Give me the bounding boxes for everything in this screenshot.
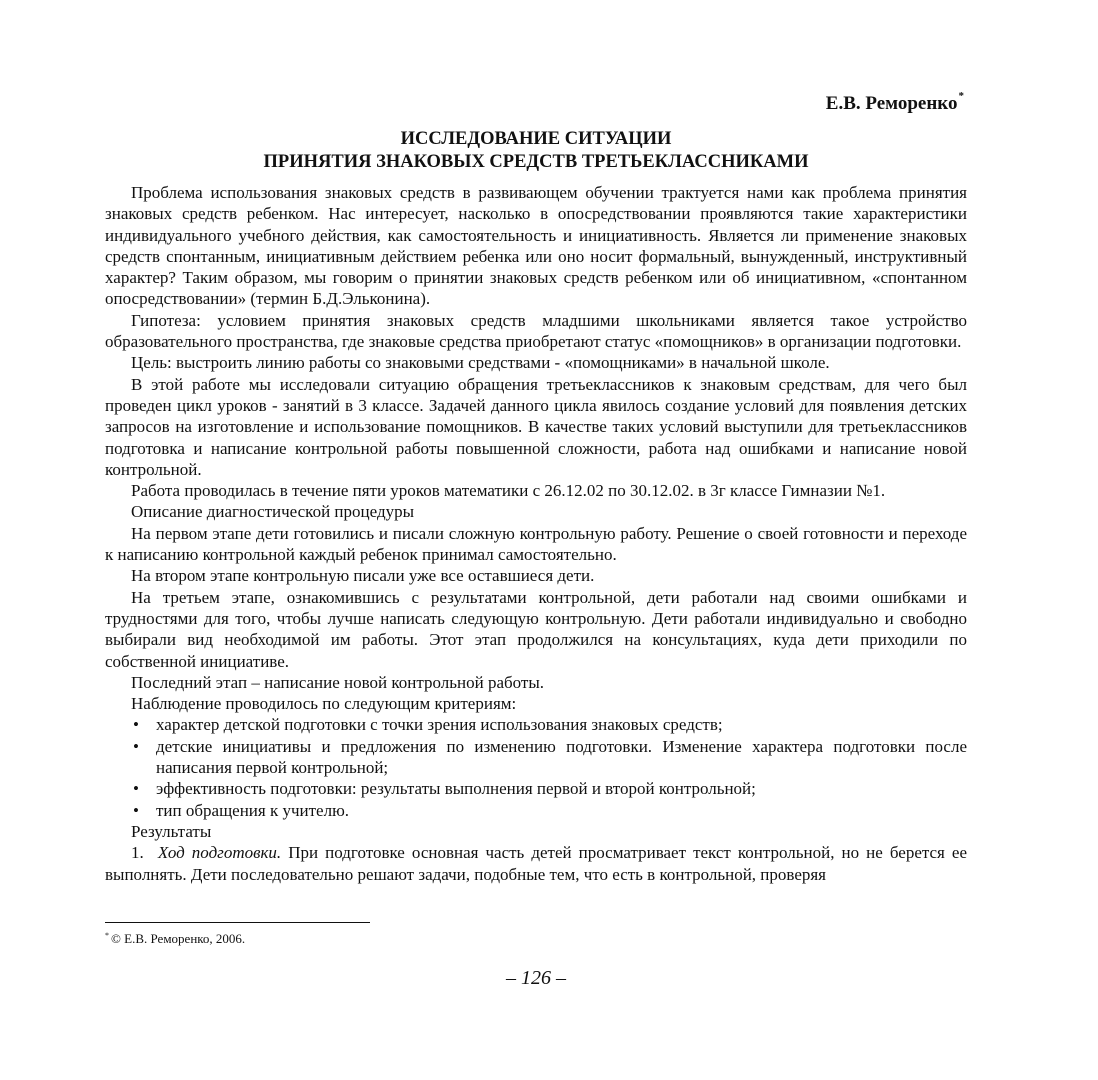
bullet-icon: •: [133, 736, 139, 756]
section-heading-results: Результаты: [131, 821, 212, 841]
paragraph-problem: Проблема использования знаковых средств в развивающем обучении трактуется нами как проблема принятия знаковых средств ребенком. Нас интересует, насколько в опосредствовании проявляются такие характеристики индивидуального учебного действия, как самостоятельность и инициативность. Является ли применение знаковых средств спонтанным, инициативным действием ребенка или оно носит формальный, вынужденный, инструктивный характер? Таким образом, мы говорим о принятии знаковых средств ребенком или об инициативном, «спонтанном опосредствовании» (термин Б.Д.Эльконина).: [105, 183, 967, 309]
page-number: – 126 –: [506, 967, 566, 989]
title-line-1: ИССЛЕДОВАНИЕ СИТУАЦИИ: [400, 129, 672, 149]
footnote: * © Е.В. Реморенко, 2006.: [105, 931, 246, 946]
article-body: [105, 182, 967, 885]
list-item: • эффективность подготовки: результаты выполнения первой и второй контрольной;: [105, 778, 967, 799]
paragraph-study: В этой работе мы исследовали ситуацию обращения третьеклассников к знаковым средствам, для чего был проведен цикл уроков - занятий в 3 классе. Задачей данного цикла явилось создание условий для появления детских запросов на изготовление и использование помощников. В качестве таких условий выступили для третьеклассников подготовка и написание контрольной работы повышенной сложности, работа над ошибками и написание новой контрольной.: [105, 374, 967, 479]
criteria-list: [105, 714, 967, 820]
paragraph-stage-3: На третьем этапе, ознакомившись с результатами контрольной, дети работали над своими ошибками и трудностями для того, чтобы лучше написать следующую контрольную. Дети работали индивидуально и свободно выбирали вид необходимой им работы. Этот этап продолжился на консультациях, куда дети приходили по собственной инициативе.: [105, 587, 967, 671]
footnote-mark: *: [105, 931, 109, 940]
title-line-2: ПРИНЯТИЯ ЗНАКОВЫХ СРЕДСТВ ТРЕТЬЕКЛАССНИКАМИ: [263, 152, 809, 172]
author-name: Е.В. Реморенко*: [825, 90, 964, 114]
list-item: • тип обращения к учителю.: [105, 800, 967, 821]
bullet-icon: •: [133, 779, 139, 799]
footnote-divider: [105, 922, 370, 923]
paragraph-dates: Работа проводилась в течение пяти уроков математики с 26.12.02 по 30.12.02. в 3г классе Гимназии №1.: [131, 481, 886, 501]
paragraph-stage-1: На первом этапе дети готовились и писали сложную контрольную работу. Решение о своей готовности и переходе к написанию контрольной каждый ребенок принимал самостоятельно.: [105, 523, 967, 565]
list-item: • детские инициативы и предложения по изменению подготовки. Изменение характера подготовки после написания первой контрольной;: [105, 736, 967, 779]
paragraph-goal: Цель: выстроить линию работы со знаковыми средствами - «помощниками» в начальной школе.: [131, 353, 830, 373]
section-heading-procedure: Описание диагностической процедуры: [131, 502, 415, 522]
bullet-icon: •: [133, 715, 139, 735]
author-footnote-mark: *: [958, 90, 964, 102]
paragraph-hypothesis: Гипотеза: условием принятия знаковых средств младшими школьниками является такое устройство образовательного пространства, где знаковые средства приобретают статус «помощников» в организации подготовки.: [105, 310, 967, 352]
article-title: [105, 128, 967, 174]
paragraph-criteria-intro: Наблюдение проводилось по следующим критериям:: [131, 694, 517, 714]
bullet-icon: •: [133, 800, 139, 820]
list-item: • характер детской подготовки с точки зрения использования знаковых средств;: [105, 714, 967, 735]
results-subheading: Ход подготовки.: [157, 843, 282, 863]
paragraph-results-1: 1. Ход подготовки. При подготовке основная часть детей просматривает текст контрольной, но не берется ее выполнять. Дети последовательно решают задачи, подобные тем, что есть в контрольной, проверяя: [105, 843, 968, 884]
paragraph-stage-2: На втором этапе контрольную писали уже все оставшиеся дети.: [131, 566, 595, 586]
paragraph-stage-last: Последний этап – написание новой контрольной работы.: [131, 672, 545, 692]
